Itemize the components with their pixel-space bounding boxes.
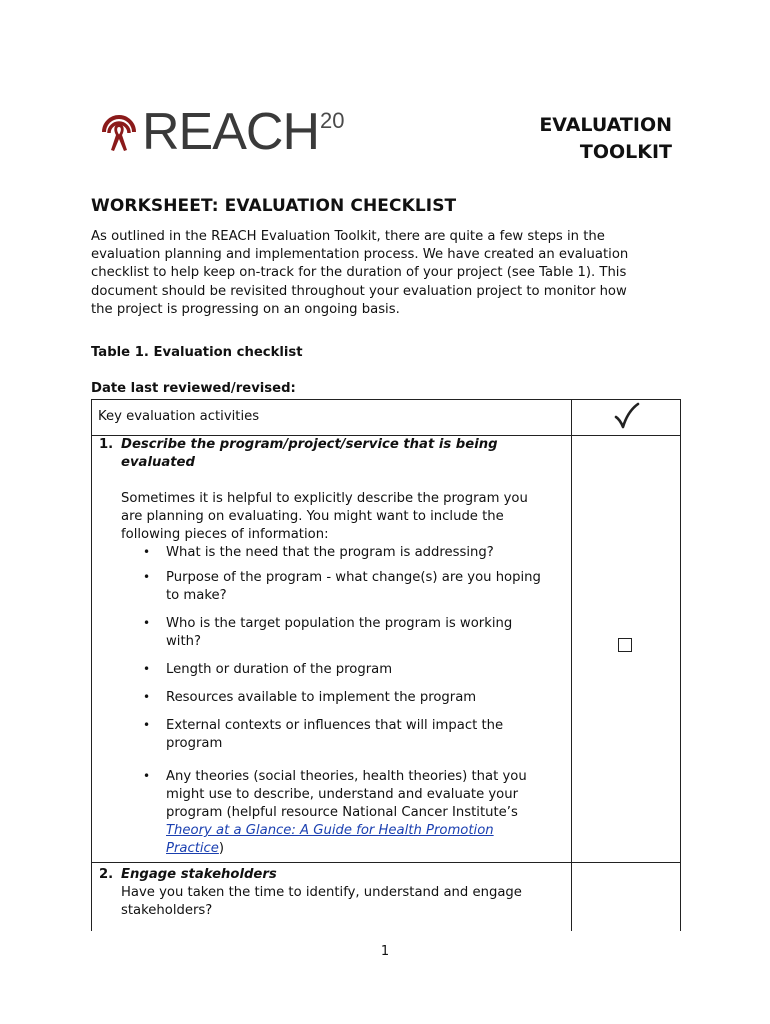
item-description [121,884,566,920]
bullet-item [166,661,566,679]
column-header-activities: Key evaluation activities [98,409,260,424]
item-body-line: Sometimes it is helpful to explicitly describe the program you [121,491,528,506]
evaluation-checklist-table [91,399,681,931]
toolkit-title-line2: TOOLKIT [579,141,672,163]
logo-superscript: 20 [320,108,345,133]
bullet-line: Who is the target population the program is working [166,616,513,631]
bullet-icon: • [143,718,151,732]
column-divider [571,400,572,931]
bullet-line: Any theories (social theories, health theories) that you [166,769,527,784]
item-body-line: following pieces of information: [121,527,329,542]
bullet-line: What is the need that the program is addressing? [166,545,494,560]
bullet-item [166,569,566,605]
item-title-line: Describe the program/project/service that is being [121,437,498,452]
row-divider [92,862,680,863]
theory-at-a-glance-link[interactable]: Theory at a Glance: A Guide for Health Promotion [166,823,494,838]
bullet-icon: • [143,662,151,676]
bullet-item [166,768,566,858]
item-title [121,436,541,472]
link-close-paren: ) [218,841,225,856]
toolkit-title [539,112,672,166]
intro-line: As outlined in the REACH Evaluation Toolkit, there are quite a few steps in the [91,229,605,244]
bullet-line: program (helpful resource National Cancer Institute’s [166,805,518,820]
bullet-item [166,615,566,651]
bullet-icon: • [143,769,151,783]
page-number: 1 [380,944,390,959]
bullet-line: External contexts or influences that will impact the [166,718,504,733]
item-title [121,866,541,884]
bullet-icon: • [143,545,151,559]
bullet-line: Length or duration of the program [166,662,393,677]
item-title-line: evaluated [121,455,195,470]
intro-line: the project is progressing on an ongoing basis. [91,301,400,317]
intro-line: checklist to help keep on-track for the duration of your project (see Table 1). This [91,265,627,281]
table-caption: Table 1. Evaluation checklist [91,345,303,360]
reach-logo [100,103,345,162]
item-body-line: Have you taken the time to identify, understand and engage [121,885,522,900]
worksheet-title: WORKSHEET: EVALUATION CHECKLIST [91,196,457,216]
bullet-line: Purpose of the program - what change(s) are you hoping [166,570,541,585]
bullet-line: with? [166,634,201,649]
bullet-line: program [166,736,223,751]
bullet-item [166,544,566,562]
checkmark-icon [614,402,640,430]
item-description [121,490,566,544]
intro-line: document should be revisited throughout your evaluation project to monitor how [91,283,627,299]
bullet-icon: • [143,616,151,630]
bullet-line: Resources available to implement the program [166,690,477,705]
item-body-line: stakeholders? [121,903,213,918]
bullet-line: to make? [166,588,227,603]
bullet-icon: • [143,570,151,584]
theory-at-a-glance-link-cont[interactable]: Practice [166,841,219,856]
bullet-line: might use to describe, understand and evaluate your [166,787,519,802]
intro-paragraph [91,228,691,319]
bullet-item [166,689,566,707]
ribbon-icon [100,106,138,158]
item-body-line: are planning on evaluating. You might want to include the [121,509,504,524]
bullet-icon: • [143,690,151,704]
item-number: 1. [99,437,114,452]
logo-wordmark: REACH [142,103,320,161]
date-reviewed-label: Date last reviewed/revised: [91,381,296,396]
item-number: 2. [99,867,114,882]
item-1-checkbox[interactable] [618,638,632,652]
toolkit-title-line1: EVALUATION [539,114,672,136]
bullet-item [166,717,566,753]
item-title-line: Engage stakeholders [121,867,277,882]
intro-line: evaluation planning and implementation process. We have created an evaluation [91,247,629,263]
